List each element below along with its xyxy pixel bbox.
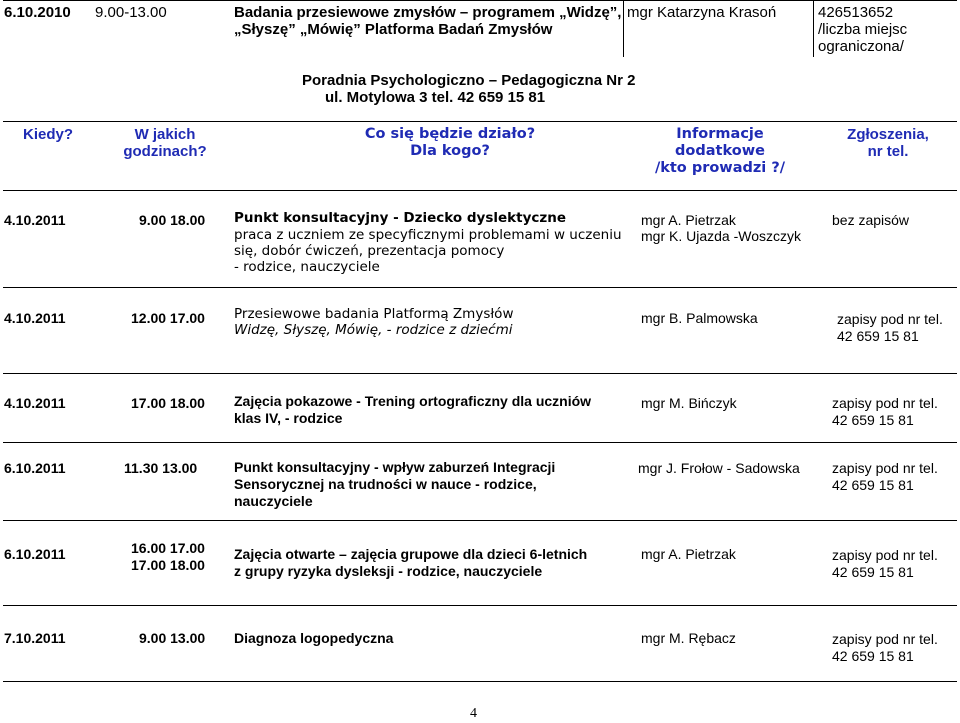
row-description: Przesiewowe badania Platformą Zmysłów: [234, 306, 514, 322]
row-phone: 42 659 15 81: [832, 412, 914, 428]
venue-name: Poradnia Psychologiczno – Pedagogiczna Nr 2: [302, 72, 636, 89]
row-time: 17.00 18.00: [131, 557, 205, 573]
row-description: Diagnoza logopedyczna: [234, 630, 394, 646]
row-lead: mgr A. Pietrzak: [641, 546, 736, 562]
row-date: 6.10.2011: [4, 460, 66, 476]
event-time: 9.00-13.00: [95, 4, 167, 21]
row-divider: [3, 605, 957, 606]
row-registration: zapisy pod nr tel.: [832, 547, 938, 563]
row-lead: mgr B. Palmowska: [641, 310, 758, 326]
row-description: praca z uczniem ze specyficznymi problemami w uczeniu: [234, 227, 622, 243]
row-date: 4.10.2011: [4, 395, 66, 411]
header-info: dodatkowe: [675, 143, 765, 159]
row-registration: bez zapisów: [832, 212, 910, 228]
row-phone: 42 659 15 81: [832, 564, 914, 580]
header-registration: Zgłoszenia,: [847, 126, 929, 143]
row-audience: nauczyciele: [234, 493, 313, 509]
event-title-line2: „Słyszę” „Mówię” Platforma Badań Zmysłów: [234, 21, 553, 38]
row-date: 6.10.2011: [4, 546, 66, 562]
event-phone: 426513652: [818, 4, 894, 21]
page-number: 4: [470, 706, 477, 721]
row-lead: mgr J. Frołow - Sadowska: [638, 460, 800, 476]
row-description: Widzę, Słyszę, Mówię, - rodzice z dziećmi: [234, 322, 513, 338]
header-registration: nr tel.: [867, 143, 909, 160]
row-date: 7.10.2011: [4, 630, 66, 646]
row-lead: mgr K. Ujazda -Woszczyk: [641, 228, 801, 244]
row-description: Zajęcia pokazowe - Trening ortograficzny dla uczniów: [234, 393, 592, 409]
header-info: /kto prowadzi ?/: [654, 160, 786, 176]
row-lead: mgr M. Bińczyk: [641, 395, 737, 411]
row-phone: 42 659 15 81: [832, 648, 914, 664]
table-bottom-border: [3, 681, 957, 682]
row-time: 11.30 13.00: [124, 460, 198, 476]
row-description: się, dobór ćwiczeń, prezentacja pomocy: [234, 243, 505, 259]
row-audience: - rodzice, nauczyciele: [234, 259, 380, 275]
row-date: 4.10.2011: [4, 310, 66, 326]
row-registration: zapisy pod nr tel.: [837, 311, 943, 327]
row-lead: mgr M. Rębacz: [641, 630, 736, 646]
row-phone: 42 659 15 81: [837, 328, 919, 344]
row-description: klas IV, - rodzice: [234, 410, 343, 426]
row-time: 16.00 17.00: [131, 540, 205, 556]
header-bottom-border: [3, 190, 957, 191]
col-divider: [623, 0, 624, 57]
row-date: 4.10.2011: [4, 212, 66, 228]
row-description: Sensorycznej na trudności w nauce - rodzice,: [234, 476, 537, 492]
col-divider: [813, 0, 814, 57]
row-registration: zapisy pod nr tel.: [832, 395, 938, 411]
row-registration: zapisy pod nr tel.: [832, 631, 938, 647]
row-registration: zapisy pod nr tel.: [832, 460, 938, 476]
event-date: 6.10.2010: [4, 4, 71, 21]
row-lead: mgr A. Pietrzak: [641, 212, 736, 228]
header-top-border: [3, 121, 957, 122]
row-description: Zajęcia otwarte – zajęcia grupowe dla dzieci 6-letnich: [234, 546, 588, 562]
row-time: 17.00 18.00: [131, 395, 205, 411]
row-divider: [3, 287, 957, 288]
header-info: Informacje: [676, 126, 764, 142]
event-note: /liczba miejsc: [818, 21, 908, 38]
header-hours: W jakich: [134, 126, 196, 143]
row-divider: [3, 520, 957, 521]
row-time: 12.00 17.00: [131, 310, 205, 326]
row-phone: 42 659 15 81: [832, 477, 914, 493]
event-person: mgr Katarzyna Krasoń: [627, 4, 777, 21]
header-audience: Dla kogo?: [410, 143, 490, 159]
row-description: Punkt konsultacyjny - Dziecko dyslektyczne: [234, 210, 567, 226]
row-divider: [3, 442, 957, 443]
venue-address: ul. Motylowa 3 tel. 42 659 15 81: [325, 89, 546, 106]
header-what: Co się będzie działo?: [364, 126, 536, 142]
row-time: 9.00 13.00: [139, 630, 206, 646]
row-time: 9.00 18.00: [139, 212, 206, 228]
event-title-line1: Badania przesiewowe zmysłów – programem „Widzę”,: [234, 4, 622, 21]
header-when: Kiedy?: [22, 126, 73, 143]
row-description: z grupy ryzyka dysleksji - rodzice, nauczyciele: [234, 563, 543, 579]
row-divider: [3, 373, 957, 374]
header-hours: godzinach?: [123, 143, 207, 160]
event-note: ograniczona/: [818, 38, 904, 55]
row-description: Punkt konsultacyjny - wpływ zaburzeń Integracji: [234, 459, 556, 475]
